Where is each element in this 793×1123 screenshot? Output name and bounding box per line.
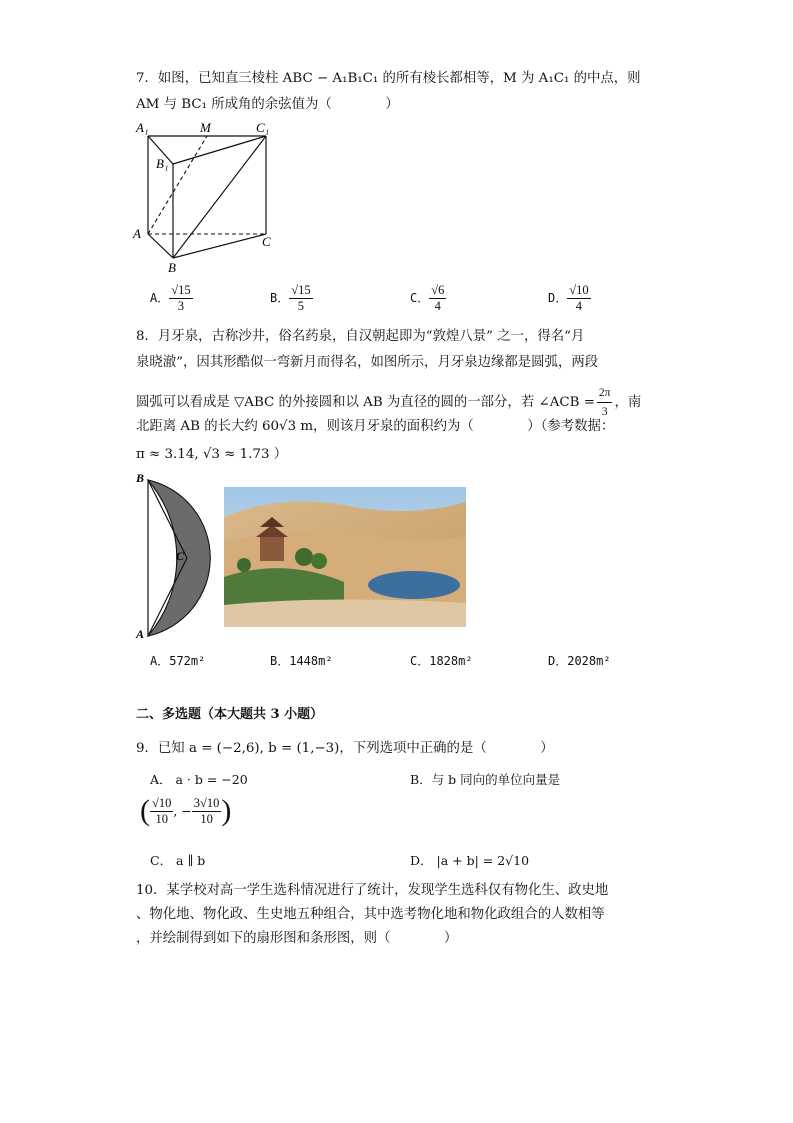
label-M: M: [200, 120, 211, 135]
q10-stem-line3: ，并绘制得到如下的扇形图和条形图，则（ ）: [136, 931, 458, 946]
q8-option-b[interactable]: B．1448m²: [270, 654, 333, 668]
q9-option-b-vector: ( $\frac{√10}{10}$ , − $\frac{3√10}{10}$ ): [140, 794, 232, 827]
label-A: A: [136, 627, 145, 640]
label-B1: B₁: [156, 156, 169, 171]
q7-stem-line1: 7．如图，已知直三棱柱 ABC − A₁B₁C₁ 的所有棱长都相等，M 为 A₁C₁ 的中点，则: [136, 71, 641, 86]
q9-option-d[interactable]: D． |a + b| = 2√10: [410, 853, 530, 868]
crescent-lake-photo: [224, 487, 466, 627]
q9-option-a[interactable]: A． a · b = −20: [150, 772, 248, 787]
q10-stem-line2: 、物化地、物化政、生史地五种组合，其中选考物化地和物化政组合的人数相等: [136, 907, 605, 922]
q8-stem-line2: 泉晓澈”，因其形酷似一弯新月而得名，如图所示，月牙泉边缘都是圆弧，两段: [136, 355, 599, 370]
label-B: B: [136, 471, 145, 485]
section-title-multiple-choice: 二、多选题（本大题共 3 小题）: [136, 707, 324, 722]
label-A1: A₁: [136, 120, 149, 135]
label-C1: C₁: [256, 120, 270, 135]
q7-option-c[interactable]: C． $\frac{√6}{4}$: [410, 283, 445, 313]
q8-crescent-figure: [132, 470, 224, 640]
q7-prism-figure: [128, 118, 288, 276]
label-A: A: [133, 226, 141, 241]
q7-stem-line2: AM 与 BC₁ 所成角的余弦值为（ ）: [136, 97, 399, 112]
label-C: C: [176, 549, 185, 563]
q9-option-b[interactable]: B．与 b 同向的单位向量是: [410, 772, 561, 787]
q7-option-d[interactable]: D． $\frac{√10}{4}$: [548, 283, 589, 313]
q8-option-d[interactable]: D．2028m²: [548, 654, 611, 668]
q8-stem-line3: 圆弧可以看成是 ▽ABC 的外接圆和以 AB 为直径的圆的一部分，若 ∠ACB = $\frac{2\pi}{3}$ ，南: [136, 384, 641, 421]
q9-option-c[interactable]: C． a ∥ b: [150, 853, 206, 868]
label-C: C: [262, 234, 271, 249]
q7-option-a[interactable]: A． $\frac{√15}{3}$: [150, 283, 191, 313]
q8-option-a[interactable]: A．572m²: [150, 654, 206, 668]
q10-stem-line1: 10．某学校对高一学生选科情况进行了统计，发现学生选科仅有物化生、政史地: [136, 883, 609, 898]
q8-stem-line4: 北距离 AB 的长大约 60√3 m，则该月牙泉的面积约为（ ）（参考数据：: [136, 419, 615, 434]
q9-stem: 9．已知 a = (−2,6), b = (1,−3)，下列选项中正确的是（ ）: [136, 741, 554, 756]
q8-stem-line1: 8．月牙泉，古称沙井，俗名药泉，自汉朝起即为“敦煌八景” 之一，得名“月: [136, 329, 585, 344]
q8-option-c[interactable]: C．1828m²: [410, 654, 473, 668]
q7-option-b[interactable]: B． $\frac{√15}{5}$: [270, 283, 311, 313]
q8-stem-line5: π ≈ 3.14, √3 ≈ 1.73 ）: [136, 447, 288, 462]
label-B: B: [168, 260, 176, 275]
